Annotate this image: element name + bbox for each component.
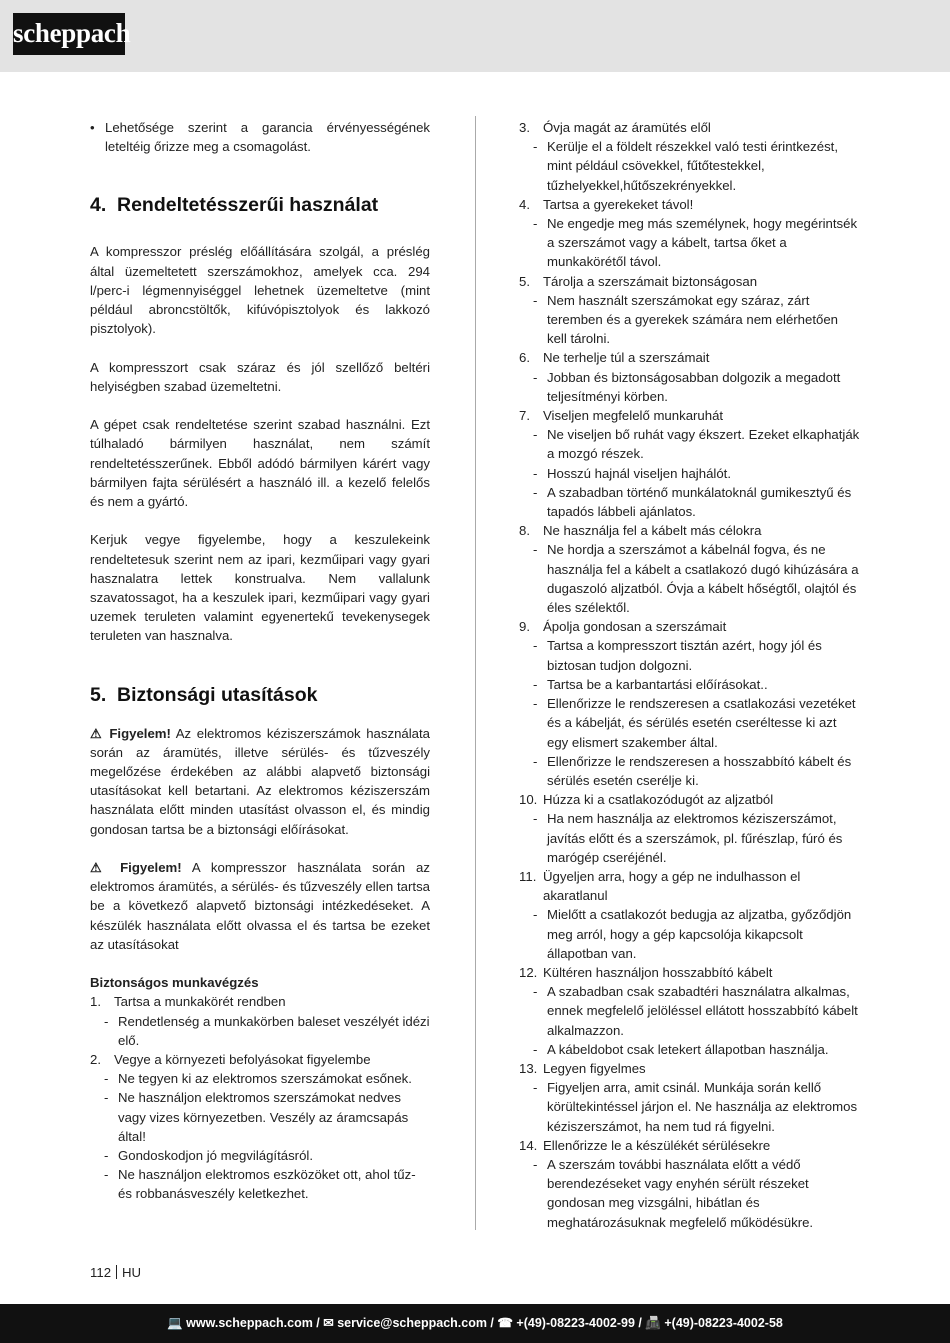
numbered-item: [519, 867, 861, 905]
numbered-item: [519, 963, 861, 982]
dash-icon: -: [533, 216, 538, 232]
sub-item-text: Jobban és biztonságosabban dolgozik a megadott teljesítményi körben.: [547, 369, 841, 404]
item-number: 10.: [519, 792, 538, 808]
dash-icon: -: [533, 484, 538, 500]
item-number: 3.: [519, 120, 530, 135]
dash-icon: -: [533, 753, 538, 769]
sub-item: [533, 905, 861, 963]
item-number: 2.: [90, 1052, 101, 1068]
sub-item: [104, 1146, 430, 1165]
item-title: Ne használja fel a kábelt más célokra: [543, 523, 762, 539]
sub-item-text: Ne használjon elektromos szerszámokat nedves vagy vizes környezetben. Veszély az áramcsapás által!: [118, 1090, 409, 1144]
dash-icon: -: [533, 369, 538, 385]
sub-item: [533, 464, 861, 483]
left-item-list: [90, 992, 430, 1203]
sub-item-text: Rendetlenség a munkakörben baleset veszélyét idézi elő.: [118, 1013, 430, 1048]
numbered-item: [519, 118, 861, 137]
item-number: 7.: [519, 408, 530, 424]
dash-icon: -: [533, 696, 538, 712]
sub-item: [533, 809, 861, 867]
item-title: Ügyeljen arra, hogy a gép ne indulhasson el akaratlanul: [543, 868, 801, 904]
item-number: 13.: [519, 1060, 538, 1076]
sub-item: [533, 137, 861, 195]
dash-icon: -: [104, 1167, 109, 1183]
dash-icon: -: [533, 465, 538, 481]
sub-item: [533, 1040, 861, 1059]
sub-item: [104, 1088, 430, 1146]
item-title: Tartsa a munkakörét rendben: [114, 994, 286, 1010]
section-5-heading: 5. Biztonsági utasítások: [90, 683, 318, 706]
bullet-icon: •: [90, 120, 95, 135]
sub-item-text: A kábeldobot csak letekert állapotban használja.: [547, 1041, 829, 1057]
dash-icon: -: [533, 811, 538, 827]
right-item-list: [519, 118, 861, 1232]
dash-icon: -: [533, 1156, 538, 1172]
sub-item: [533, 291, 861, 349]
dash-icon: -: [533, 907, 538, 923]
sub-item: [533, 694, 861, 752]
item-title: Ellenőrizze le a készülékét sérülésekre: [543, 1137, 771, 1153]
item-number: 14.: [519, 1137, 538, 1153]
dash-icon: -: [533, 139, 538, 155]
scheppach-logo: scheppach: [13, 13, 125, 55]
sub-item-text: Ne engedje meg más személynek, hogy megérintsék a szerszámot vagy a kábelt, tartsa őket a munkakörétől távol.: [547, 216, 858, 270]
numbered-item: [519, 195, 861, 214]
sub-item-text: Nem használt szerszámokat egy száraz, zárt teremben és a gyerekek számára nem elérhetően kell tárolni.: [547, 292, 839, 347]
sub-item-text: Ellenőrizze le rendszeresen a csatlakozási vezetéket és a kábelját, és sérülés esetén cseréltesse ki azt egy elismert szakember által.: [547, 696, 856, 750]
item-title: Vegye a környezeti befolyásokat figyelembe: [114, 1052, 371, 1068]
item-title: Kültéren használjon hosszabbító kábelt: [543, 964, 773, 980]
sub-item: [533, 540, 861, 617]
intro-bullet: [90, 118, 430, 156]
right-column: [519, 118, 861, 1232]
item-title: Ápolja gondosan a szerszámait: [543, 619, 727, 635]
item-number: 1.: [90, 994, 101, 1010]
dash-icon: -: [533, 1080, 538, 1096]
dash-icon: -: [104, 1071, 109, 1087]
sub-item: [533, 1078, 861, 1136]
dash-icon: -: [104, 1148, 109, 1164]
sub-item-text: Ellenőrizze le rendszeresen a hosszabbító kábelt és sérülés esetén cserélje ki.: [547, 753, 852, 788]
page-number: 112 HU: [90, 1265, 142, 1280]
sub-item-text: Kerülje el a földelt részekkel való testi érintkezést, mint például csövekkel, fűtőtestekkel, tűzhelyekkel,hűtőszekrényekkel.: [547, 139, 838, 193]
page-header: [0, 0, 950, 72]
sub-item-text: Gondoskodjon jó megvilágításról.: [118, 1148, 313, 1164]
item-title: Húzza ki a csatlakozódugót az aljzatból: [543, 792, 774, 808]
sub-item-text: A szerszám további használata előtt a védő berendezéseket vagy enyhén sérült részeket gondosan meg vizsgálni, hibátlan és meghatározásuknak megfelelő működésükre.: [547, 1156, 814, 1230]
item-number: 5.: [519, 273, 530, 289]
numbered-item: [90, 1050, 430, 1069]
dash-icon: -: [533, 638, 538, 654]
numbered-item: [519, 617, 861, 636]
numbered-item: [519, 790, 861, 809]
dash-icon: -: [533, 984, 538, 1000]
item-title: Tartsa a gyerekeket távol!: [543, 196, 694, 212]
sub-item: [533, 752, 861, 790]
sub-item: [533, 675, 861, 694]
s4-paragraph-4: Kerjuk vegye figyelembe, hogy a keszulekeink rendeltetesuk szerint nem az ipari, kezműipari vagy gyari hasznalatra lettek konstrualva. Nem vallalunk szavatossagot, ha a keszulek ipari, kezműipari vagy gyari uzemek teruleten valamint egyenertekű tevekenysegek teruleten van hasznalva.: [90, 532, 430, 644]
dash-icon: -: [533, 292, 538, 308]
dash-icon: -: [533, 542, 538, 558]
warning-icon: ⚠: [90, 725, 104, 741]
s4-paragraph-3: A gépet csak rendeltetése szerint szabad használni. Ezt túlhaladó bármilyen használat, nem számít rendeltetésszerűnek. Ebből adódó bármilyen kárért vagy bármilyen fajta sérülésért a használó ill. a kezelő felelős és nem a gyártó.: [90, 417, 430, 510]
item-title: Óvja magát az áramütés elől: [543, 120, 711, 135]
sub-item-text: Hosszú hajnál viseljen hajhálót.: [547, 465, 732, 481]
item-number: 4.: [519, 196, 530, 212]
sub-item: [533, 982, 861, 1040]
numbered-item: [519, 1059, 861, 1078]
section-4-heading: 4. Rendeltetésszerűi használat: [90, 194, 379, 217]
sub-item: [104, 1069, 430, 1088]
sub-item-text: Figyeljen arra, amit csinál. Munkája során kellő körültekintéssel járjon el. Ne használja az elektromos kéziszerszámot, ha nem tud rá figyelni.: [547, 1080, 858, 1134]
item-number: 6.: [519, 350, 530, 366]
numbered-item: [519, 272, 861, 291]
sub-item-text: Ne hordja a szerszámot a kábelnál fogva, és ne használja fel a kábelt a csatlakozó dugó kihúzására a dugaszoló aljzatból. Óvja a kábelt hőségtől, olajtól és éles szélektől.: [547, 542, 859, 616]
sub-item-text: Ne viseljen bő ruhát vagy ékszert. Ezeket elkaphatják a mozgó részek.: [547, 427, 860, 462]
sub-item: [533, 1155, 861, 1232]
sub-item: [533, 214, 861, 272]
numbered-item: [519, 1136, 861, 1155]
item-number: 11.: [519, 868, 537, 884]
s4-paragraph-2: A kompresszort csak száraz és jól szellőző beltéri helyiségben szabad üzemeltetni.: [90, 359, 430, 394]
dash-icon: -: [533, 427, 538, 443]
sub-item-text: Ne használjon elektromos eszközöket ott, ahol tűz- és robbanásveszély keletkezhet.: [118, 1167, 416, 1202]
intro-bullet-text: Lehetősége szerint a garancia érvényességének leteltéig őrizze meg a csomagolást.: [105, 120, 430, 155]
warning-icon: ⚠: [90, 860, 110, 876]
column-divider: [475, 116, 476, 1230]
warning-paragraph-1: ⚠ Figyelem! Az elektromos kéziszerszámok használata során az áramütés, illetve sérülés- és tűzveszély megelőzése érdekében az alábbi alapvető biztonsági utasításokat kell betartani. Az elektromos kéziszerszám használata előtt minden utasítást olvasson el, és mindig gondosan tartsa be a biztonsági előírásokat.: [90, 725, 430, 837]
item-number: 9.: [519, 619, 530, 635]
sub-item-text: Ha nem használja az elektromos kéziszerszámot, javítás előtt és a szerszámok, pl. fűrészlap, fúró és marógép cseréjénél.: [547, 811, 843, 865]
safe-work-title: Biztonságos munkavégzés: [90, 975, 259, 991]
item-number: 8.: [519, 523, 530, 539]
item-title: Tárolja a szerszámait biztonságosan: [543, 273, 758, 289]
sub-item: [104, 1165, 430, 1203]
numbered-item: [519, 521, 861, 540]
sub-item-text: Mielőtt a csatlakozót bedugja az aljzatba, győződjön meg arról, hogy a gép kapcsolója kikapcsolt állapotban van.: [547, 907, 852, 961]
numbered-item: [519, 348, 861, 367]
sub-item-text: Ne tegyen ki az elektromos szerszámokat esőnek.: [118, 1071, 412, 1087]
warning-paragraph-2: ⚠ Figyelem! A kompresszor használata során az elektromos áramütés, a sérülés- és tűzveszély ellen tartsa be a következő alapvető biztonsági intézkedéseket. A készülék használata előtt olvassa el és tartsa be ezeket az utasításokat: [90, 860, 430, 952]
s4-paragraph-1: A kompresszor préslég előállítására szolgál, a préslég által üzemeltetett szerszámokhoz, amelyek cca. 294 l/perc-i légmennyiséggel lehetnek üzemeltetve (mint például abroncstöltők, kifúvópisztolyok és lakkozó pisztolyok).: [90, 244, 430, 337]
sub-item: [533, 368, 861, 406]
sub-item-text: Tartsa a kompresszort tisztán azért, hogy jól és biztosan tudjon dolgozni.: [547, 638, 822, 673]
item-number: 12.: [519, 964, 538, 980]
sub-item: [104, 1012, 430, 1050]
numbered-item: [519, 406, 861, 425]
item-title: Legyen figyelmes: [543, 1060, 646, 1076]
left-column: [90, 118, 430, 1204]
numbered-item: [90, 992, 430, 1011]
dash-icon: -: [104, 1090, 109, 1106]
sub-item: [533, 636, 861, 674]
sub-item: [533, 425, 861, 463]
item-title: Viseljen megfelelő munkaruhát: [543, 408, 724, 424]
sub-item: [533, 483, 861, 521]
dash-icon: -: [533, 1041, 538, 1057]
page-footer: 💻 www.scheppach.com / ✉ service@scheppach.com / ☎ +(49)-08223-4002-99 / 📠 +(49)-08223-4002-58: [0, 1304, 950, 1343]
sub-item-text: A szabadban történő munkálatoknál gumikesztyű és tapadós lábbeli ajánlatos.: [547, 484, 852, 520]
sub-item-text: A szabadban csak szabadtéri használatra alkalmas, ennek megfelelő jelöléssel ellátott hosszabbító kábelt alkalmazzon.: [547, 984, 858, 1038]
sub-item-text: Tartsa be a karbantartási előírásokat..: [547, 676, 768, 692]
dash-icon: -: [104, 1013, 109, 1029]
item-title: Ne terhelje túl a szerszámait: [543, 350, 710, 366]
dash-icon: -: [533, 676, 538, 692]
